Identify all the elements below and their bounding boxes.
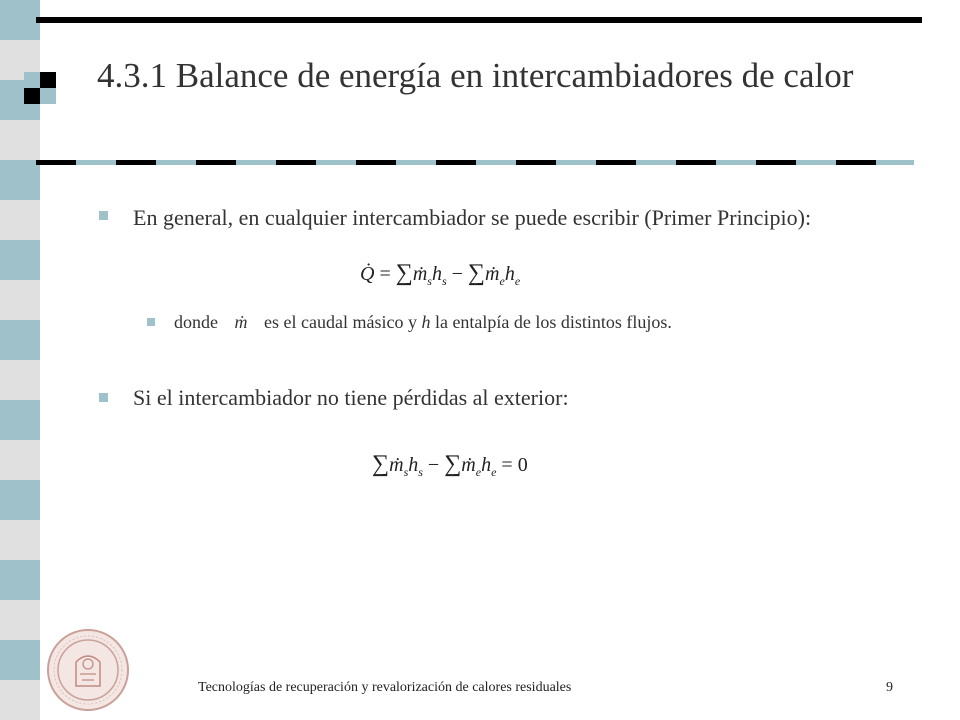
enthalpy-symbol: h [421,312,431,332]
university-seal-logo [46,628,130,712]
eq-sub: s [427,274,432,288]
eq-sub: e [475,465,482,479]
strip-block [0,640,40,680]
sub-bullet-marker [147,318,155,326]
eq-equals: = [501,454,513,476]
eq-mass-flow: ṁ [412,263,428,285]
strip-block [0,360,40,400]
slide-title: 4.3.1 Balance de energía en intercambiadores de calor [97,56,854,95]
divider-segment [476,160,516,165]
eq-enthalpy: h [504,263,515,285]
eq-sub: s [403,465,409,479]
divider-segment [836,160,876,165]
square-teal [24,72,40,88]
eq-enthalpy: h [408,454,419,476]
divider-segment [436,160,476,165]
left-decorative-strip [0,0,40,720]
mass-flow-symbol: ṁ [234,312,248,332]
strip-block [0,280,40,320]
eq-equals: = [379,263,391,285]
divider-segment [236,160,276,165]
sub-text-caudal: es el caudal másico y [264,312,417,332]
strip-block [0,320,40,360]
eq-sum: ∑ [395,260,413,286]
eq-zero: 0 [517,454,528,476]
eq-sum: ∑ [467,260,486,286]
divider-segment [556,160,596,165]
divider-segment [796,160,836,165]
sub-bullet-text [174,310,874,334]
strip-block [0,600,40,640]
strip-block [0,120,40,160]
divider-segment [76,160,116,165]
title-divider [36,160,914,165]
top-rule [36,17,922,23]
sub-text-donde: donde [174,312,218,332]
divider-segment [36,160,76,165]
eq-mass-flow: ṁ [461,454,476,476]
strip-block [0,480,40,520]
eq-enthalpy: h [431,263,442,285]
eq-sum: ∑ [372,451,390,477]
equation-no-losses [372,451,528,480]
divider-segment [156,160,196,165]
footer-text: Tecnologías de recuperación y revalorización de calores residuales [198,680,572,695]
divider-segment [596,160,636,165]
strip-block [0,200,40,240]
divider-segment [876,160,914,165]
eq-sub: s [441,274,447,288]
divider-segment [756,160,796,165]
eq-minus: − [451,263,463,285]
divider-segment [676,160,716,165]
divider-segment [196,160,236,165]
bullet-text: Si el intercambiador no tiene pérdidas al exterior: [133,385,569,410]
bullet-marker [99,211,108,220]
divider-segment [396,160,436,165]
strip-block [0,0,40,40]
divider-segment [356,160,396,165]
eq-mass-flow: ṁ [485,263,500,285]
eq-q-dot: Q̇ [360,263,375,285]
square-black [40,72,56,88]
eq-enthalpy: h [481,454,492,476]
page-number: 9 [886,680,893,695]
square-teal [40,88,56,104]
eq-minus: − [427,454,440,476]
divider-segment [516,160,556,165]
divider-segment [116,160,156,165]
eq-sub: s [418,465,423,479]
square-black [24,88,40,104]
eq-sub: e [491,465,497,479]
title-decoration-squares [24,72,56,104]
strip-block [0,240,40,280]
divider-segment [276,160,316,165]
divider-segment [716,160,756,165]
strip-block [0,520,40,560]
strip-block [0,400,40,440]
strip-block [0,160,40,200]
strip-block [0,440,40,480]
equation-energy-balance [360,260,520,289]
strip-block [0,680,40,720]
strip-block [0,560,40,600]
eq-sub: e [499,274,505,288]
eq-mass-flow: ṁ [389,454,404,476]
sub-text-entalpia: la entalpía de los distintos flujos. [434,312,672,332]
divider-segment [316,160,356,165]
eq-sum: ∑ [444,451,462,477]
divider-segment [636,160,676,165]
bullet-marker [99,393,108,402]
eq-sub: e [514,274,521,288]
bullet-text: En general, en cualquier intercambiador se puede escribir (Primer Principio): [133,205,812,230]
